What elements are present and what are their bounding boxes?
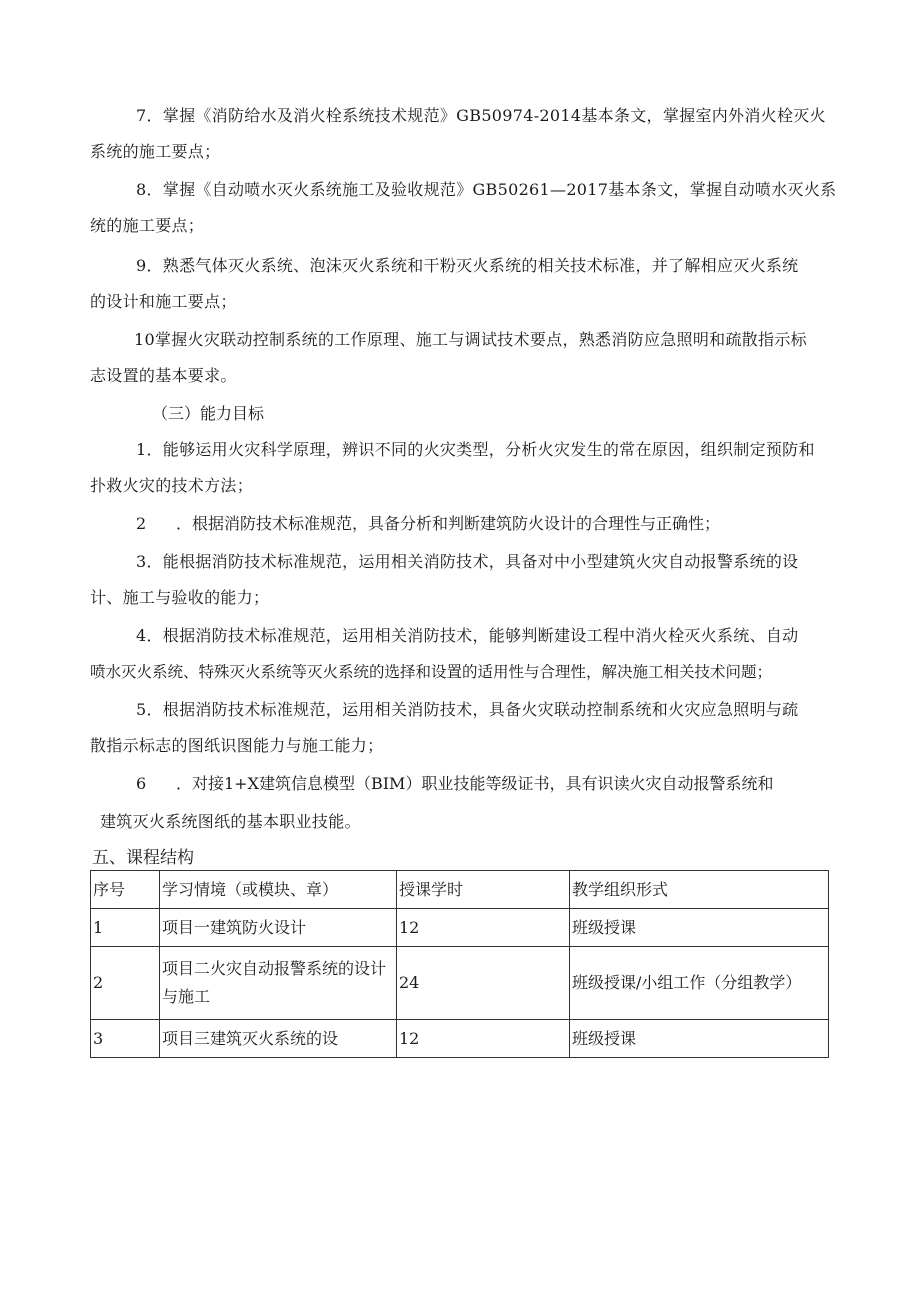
item-9	[90, 248, 830, 320]
section-heading-course-structure: 五、课程结构	[92, 848, 194, 868]
item-9-line1: 9．熟悉气体灭火系统、泡沫灭火系统和干粉灭火系统的相关技术标准，并了解相应灭火系统	[136, 256, 799, 275]
ability-4	[90, 618, 830, 690]
ability-6-text: ．对接1+X建筑信息模型（BIM）职业技能等级证书，具有识读火灾自动报警系统和	[176, 774, 774, 793]
ability-2-text: ．根据消防技术标准规范，具备分析和判断建筑防火设计的合理性与正确性；	[176, 514, 721, 533]
ability-1-line1: 1．能够运用火灾科学原理，辨识不同的火灾类型，分析火灾发生的常在原因，组织制定预防和	[136, 440, 815, 459]
item-10-line2: 志设置的基本要求。	[90, 366, 237, 385]
table-cell: 1	[91, 909, 160, 947]
table-cell: 2	[91, 947, 160, 1020]
ability-5-line1: 5．根据消防技术标准规范，运用相关消防技术，具备火灾联动控制系统和火灾应急照明与疏	[136, 700, 799, 719]
item-7-line2: 系统的施工要点；	[90, 142, 221, 161]
table-cell: 项目一建筑防火设计	[160, 909, 397, 947]
ability-5-line2: 散指示标志的图纸识图能力与施工能力；	[90, 736, 384, 755]
ability-6-continued	[100, 804, 840, 840]
table-cell: 项目三建筑灭火系统的设	[160, 1020, 397, 1058]
table-cell: 12	[397, 909, 570, 947]
item-8	[90, 172, 837, 244]
item-10-line1: 10掌握火灾联动控制系统的工作原理、施工与调试技术要点，熟悉消防应急照明和疏散指示标	[134, 330, 807, 349]
table-row	[91, 909, 829, 947]
item-8-line1: 8．掌握《自动喷水灭火系统施工及验收规范》GB50261—2017基本条文，掌握自动喷水灭火系	[136, 180, 837, 199]
ability-4-line2: 喷水灭火系统、特殊灭火系统等灭火系统的选择和设置的适用性与合理性，解决施工相关技术问题；	[90, 663, 773, 681]
header-cell: 序号	[91, 871, 160, 909]
table-header-row	[91, 871, 829, 909]
header-cell: 学习情境（或模块、章）	[160, 871, 397, 909]
table-cell: 班级授课	[570, 1020, 829, 1058]
subheading-ability-goals: （三）能力目标	[152, 404, 265, 423]
item-10	[90, 322, 830, 394]
ability-6-number: 6	[136, 774, 147, 793]
table-cell: 24	[397, 947, 570, 1020]
ability-6-line2: 建筑灭火系统图纸的基本职业技能。	[100, 812, 361, 831]
ability-1	[90, 432, 830, 504]
header-cell: 授课学时	[397, 871, 570, 909]
ability-3-line2: 计、施工与验收的能力；	[90, 588, 270, 607]
ability-3	[90, 544, 830, 616]
ability-2-number: 2	[136, 514, 147, 533]
table-row	[91, 947, 829, 1020]
item-7-line1: 7．掌握《消防给水及消火栓系统技术规范》GB50974-2014基本条文，掌握室内外消火栓灭火	[136, 106, 826, 125]
ability-4-line1: 4．根据消防技术标准规范，运用相关消防技术，能够判断建设工程中消火栓灭火系统、自动	[136, 626, 799, 645]
table-cell: 12	[397, 1020, 570, 1058]
table-cell: 班级授课/小组工作（分组教学）	[570, 947, 829, 1020]
ability-5	[90, 692, 830, 764]
course-structure-table	[90, 870, 829, 1058]
ability-1-line2: 扑救火灾的技术方法；	[90, 476, 254, 495]
ability-6	[136, 766, 773, 802]
table-row	[91, 1020, 829, 1058]
ability-2	[136, 506, 720, 542]
table-cell: 3	[91, 1020, 160, 1058]
item-7	[90, 98, 830, 170]
header-cell: 教学组织形式	[570, 871, 829, 909]
item-9-line2: 的设计和施工要点；	[90, 292, 237, 311]
item-8-line2: 统的施工要点；	[90, 216, 205, 235]
table-cell: 项目二火灾自动报警系统的设计与施工	[160, 947, 397, 1020]
table-cell: 班级授课	[570, 909, 829, 947]
ability-3-line1: 3．能根据消防技术标准规范，运用相关消防技术，具备对中小型建筑火灾自动报警系统的设	[136, 552, 799, 571]
